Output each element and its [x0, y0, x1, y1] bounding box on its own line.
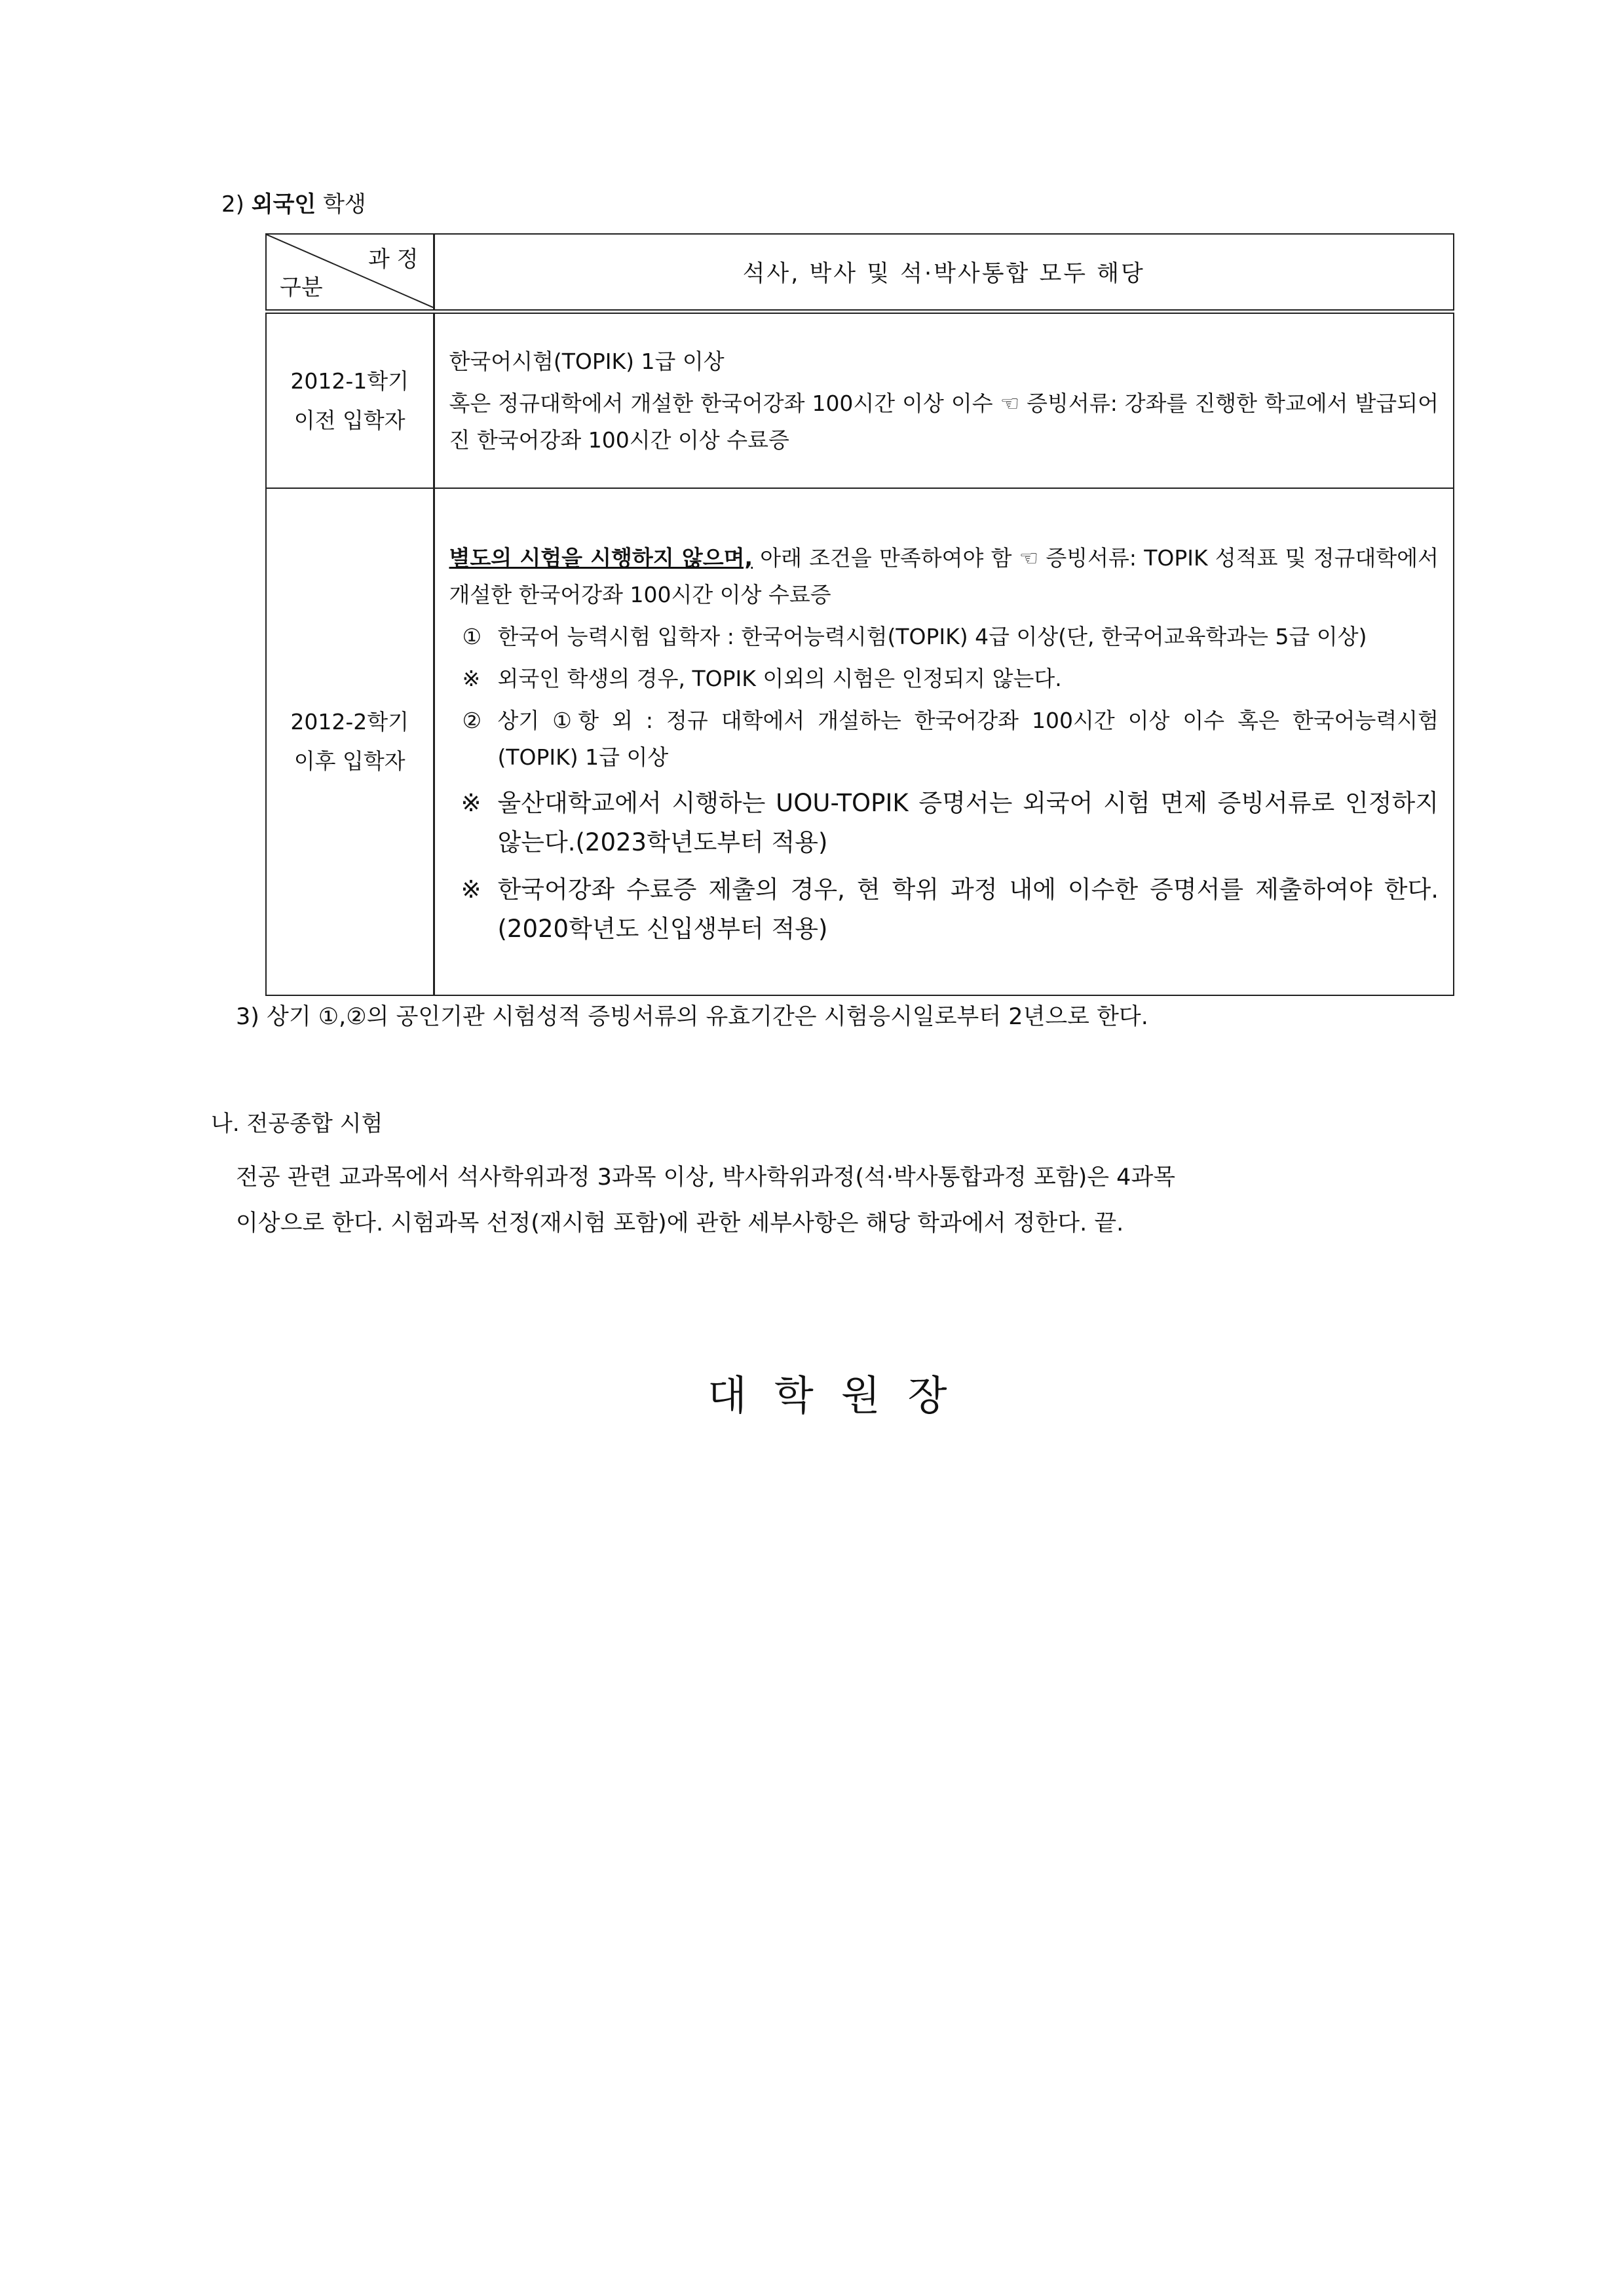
list-item — [449, 784, 1439, 862]
row-label-line2: 이후 입학자 — [293, 748, 406, 774]
row-label-before-2012-1 — [266, 312, 434, 489]
row-label-line2: 이전 입학자 — [293, 407, 406, 433]
section-2-title-rest: 학생 — [323, 191, 366, 218]
item-marker: ※ — [462, 666, 481, 691]
signature: 대학원장 — [708, 1371, 975, 1419]
item-marker: ① — [462, 624, 482, 649]
list-item — [449, 619, 1439, 655]
row-label-line1: 2012-1학기 — [290, 368, 409, 394]
header-course-label: 과 정 — [368, 246, 419, 273]
intro-emphasis: 별도의 시험을 시행하지 않으며, — [449, 545, 753, 571]
section-3-text: 3) 상기 ①,②의 공인기관 시험성적 증빙서류의 유효기간은 시험응시일로부터 2년으로 한다. — [236, 1004, 1148, 1030]
item-text: 울산대학교에서 시행하는 UOU-TOPIK 증명서는 외국어 시험 면제 증빙서류로 인정하지 않는다.(2023학년도부터 적용) — [497, 789, 1439, 856]
item-text: 외국인 학생의 경우, TOPIK 이외의 시험은 인정되지 않는다. — [497, 666, 1062, 691]
row-label-after-2012-2 — [266, 488, 434, 995]
row-content-after-2012-2 — [434, 488, 1454, 995]
table-row — [266, 312, 1454, 489]
header-main-cell: 석사, 박사 및 석·박사통합 모두 해당 — [434, 234, 1454, 312]
requirements-table — [265, 233, 1454, 996]
header-diagonal-cell — [266, 234, 434, 312]
item-text: 한국어강좌 수료증 제출의 경우, 현 학위 과정 내에 이수한 증명서를 제출하여야 한다.(2020학년도 신입생부터 적용) — [497, 875, 1439, 943]
section-na-line2: 이상으로 한다. 시험과목 선정(재시험 포함)에 관한 세부사항은 해당 학과에서 정한다. 끝. — [236, 1210, 1124, 1236]
item-marker: ※ — [461, 875, 482, 904]
list-item — [449, 660, 1439, 697]
intro-rest: 아래 조건을 만족하여야 함 ☜ 증빙서류: TOPIK 성적표 및 정규대학에서 개설한 한국어강좌 100시간 이상 수료증 — [449, 545, 1439, 607]
table-row — [266, 488, 1454, 995]
list-item — [449, 870, 1439, 949]
requirement-intro — [449, 540, 1439, 613]
section-2-title-bold: 외국인 — [251, 191, 316, 218]
table-header-row — [266, 234, 1454, 312]
section-na-line1: 전공 관련 교과목에서 석사학위과정 3과목 이상, 박사학위과정(석·박사통합과정 포함)은 4과목 — [236, 1164, 1176, 1191]
requirement-line: 혹은 정규대학에서 개설한 한국어강좌 100시간 이상 이수 ☜ 증빙서류: 강좌를 진행한 학교에서 발급되어진 한국어강좌 100시간 이상 수료증 — [449, 390, 1439, 453]
header-category-label: 구분 — [280, 275, 323, 301]
section-2-number: 2) — [221, 191, 244, 218]
item-marker: ② — [462, 708, 482, 733]
section-na-title: 나. 전공종합 시험 — [211, 1111, 383, 1137]
item-text: 상기 ①항 외 : 정규 대학에서 개설하는 한국어강좌 100시간 이상 이수 혹은 한국어능력시험(TOPIK) 1급 이상 — [497, 708, 1439, 770]
item-text: 한국어 능력시험 입학자 : 한국어능력시험(TOPIK) 4급 이상(단, 한국어교육학과는 5급 이상) — [497, 624, 1367, 649]
item-marker: ※ — [461, 789, 482, 817]
section-2-heading — [221, 190, 366, 219]
requirement-line: 한국어시험(TOPIK) 1급 이상 — [449, 348, 725, 374]
row-content-before-2012-1 — [434, 312, 1454, 489]
list-item — [449, 702, 1439, 776]
row-label-line1: 2012-2학기 — [290, 709, 409, 735]
